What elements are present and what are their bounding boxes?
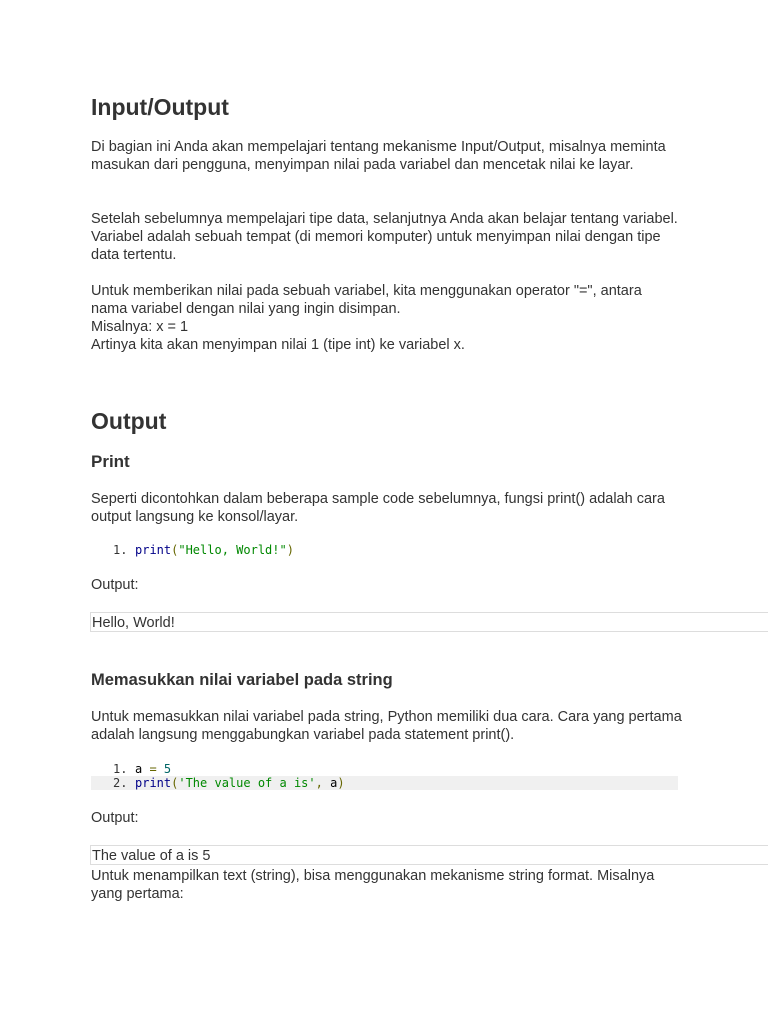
- variable-paragraph: Setelah sebelumnya mempelajari tipe data, selanjutnya Anda akan belajar tentang variabel. Variabel adalah sebuah tempat (di memori komputer) untuk menyimpan nilai dengan tipe data tertentu.: [91, 211, 678, 263]
- string-variable-description: Untuk memasukkan nilai variabel pada string, Python memiliki dua cara. Cara yang pertama adalah langsung menggabungkan variabel pada statement print().: [91, 709, 682, 743]
- code-line: [91, 776, 678, 790]
- code-variable: a: [135, 762, 143, 776]
- code-line: [91, 543, 678, 557]
- code-function: print: [135, 543, 172, 557]
- output-box-1: Hello, World!: [90, 612, 768, 632]
- string-variable-heading: Memasukkan nilai variabel pada string: [91, 671, 393, 689]
- code-punct: ): [337, 776, 345, 790]
- print-description: Seperti dicontohkan dalam beberapa sample code sebelumnya, fungsi print() adalah cara output langsung ke konsol/layar.: [91, 491, 665, 525]
- intro-paragraph: Di bagian ini Anda akan mempelajari tentang mekanisme Input/Output, misalnya meminta masukan dari pengguna, menyimpan nilai pada variabel dan mencetak nilai ke layar.: [91, 139, 666, 173]
- code-punct: ,: [315, 776, 331, 790]
- string-format-description: Untuk menampilkan text (string), bisa menggunakan mekanisme string format. Misalnya yang pertama:: [91, 868, 655, 902]
- code-string: 'The value of a is': [178, 776, 316, 790]
- output-label-1: Output:: [91, 577, 139, 593]
- code-punct: ): [286, 543, 294, 557]
- output-label-2: Output:: [91, 810, 139, 826]
- code-string: "Hello, World!": [178, 543, 287, 557]
- line-number: 1.: [113, 762, 128, 776]
- code-function: print: [135, 776, 172, 790]
- assignment-example: Misalnya: x = 1: [91, 319, 189, 335]
- print-heading: Print: [91, 452, 130, 471]
- code-operator: =: [142, 762, 164, 776]
- code-block-print: [91, 543, 678, 557]
- page-title: Input/Output: [91, 94, 229, 120]
- code-block-variable: [91, 762, 678, 790]
- line-number: 2.: [113, 776, 128, 790]
- code-punct: (: [171, 543, 179, 557]
- output-box-2: The value of a is 5: [90, 845, 768, 865]
- code-line: [91, 762, 678, 776]
- line-number: 1.: [113, 543, 128, 557]
- code-punct: (: [171, 776, 179, 790]
- code-variable: a: [330, 776, 338, 790]
- assignment-text: Untuk memberikan nilai pada sebuah variabel, kita menggunakan operator "=", antara nama variabel dengan nilai yang ingin disimpan.: [91, 283, 642, 317]
- output-heading: Output: [91, 408, 167, 434]
- assignment-paragraph: [91, 282, 681, 354]
- code-number: 5: [163, 762, 172, 776]
- assignment-explanation: Artinya kita akan menyimpan nilai 1 (tipe int) ke variabel x.: [91, 337, 465, 353]
